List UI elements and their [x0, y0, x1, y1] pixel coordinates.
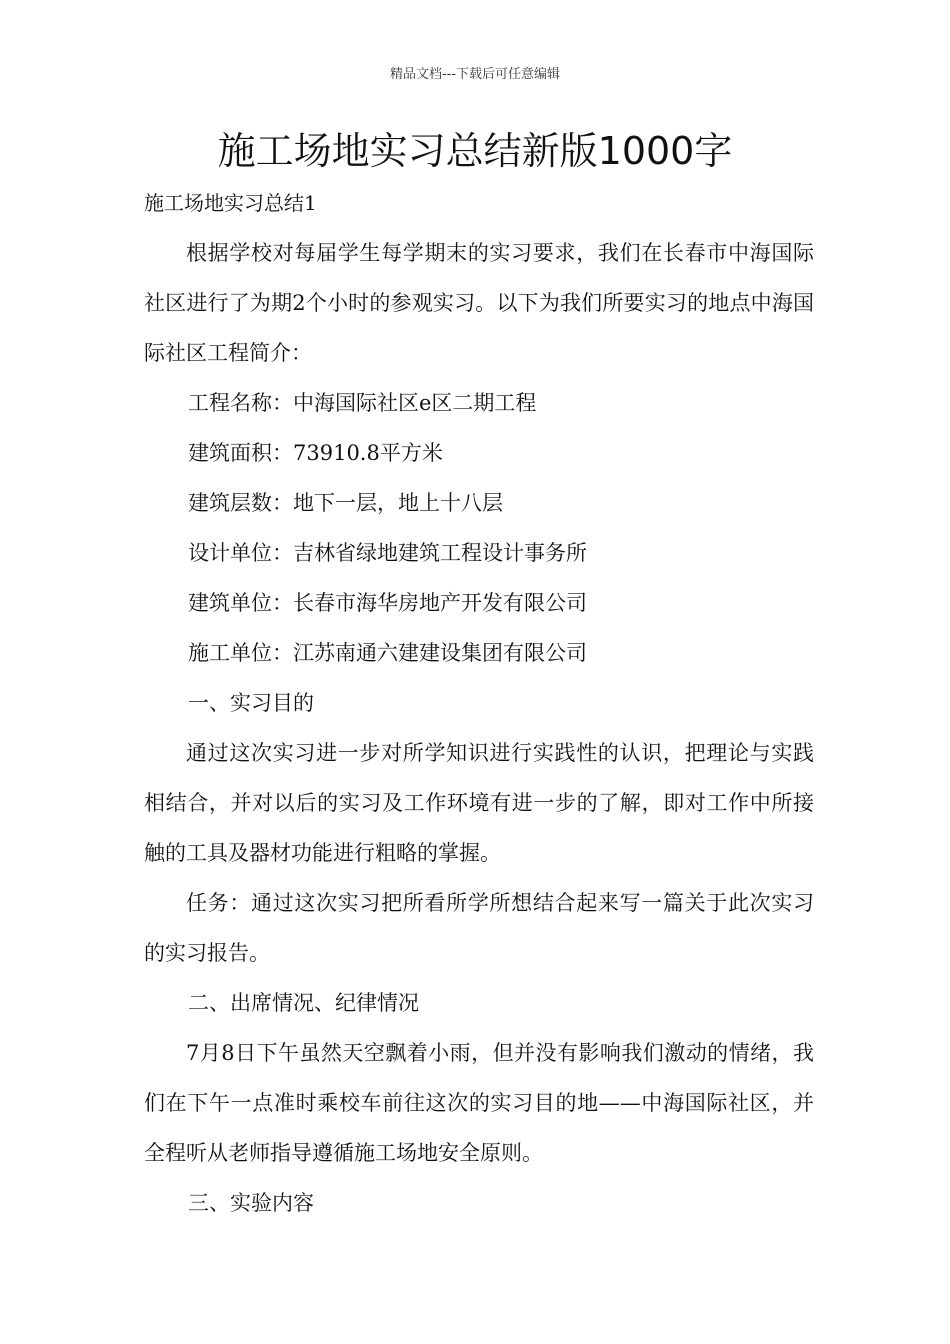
field-label: 工程名称：	[188, 391, 293, 415]
field-label: 建筑面积：	[188, 441, 293, 465]
field-label: 设计单位：	[188, 541, 293, 565]
field-value: 中海国际社区e区二期工程	[293, 391, 537, 415]
section-heading-attendance: 二、出席情况、纪律情况	[188, 991, 419, 1015]
field-value: 长春市海华房地产开发有限公司	[293, 591, 587, 615]
field-value: 地下一层，地上十八层	[293, 491, 503, 515]
attendance-paragraph: 7月8日下午虽然天空飘着小雨，但并没有影响我们激动的情绪，我们在下午一点准时乘校车前往这次的实习目的地——中海国际社区，并全程听从老师指导遵循施工场地安全原则。	[144, 1041, 814, 1165]
purpose-paragraph: 通过这次实习进一步对所学知识进行实践性的认识，把理论与实践相结合，并对以后的实习及工作环境有进一步的了解，即对工作中所接触的工具及器材功能进行粗略的掌握。	[144, 741, 814, 865]
field-value: 江苏南通六建建设集团有限公司	[293, 641, 587, 665]
project-field-builder	[144, 578, 814, 628]
field-label: 建筑层数：	[188, 491, 293, 515]
field-label: 建筑单位：	[188, 591, 293, 615]
section-heading-purpose: 一、实习目的	[188, 691, 314, 715]
project-info-list	[144, 378, 814, 678]
header-note: 精品文档---下载后可任意编辑	[389, 67, 561, 82]
field-value: 吉林省绿地建筑工程设计事务所	[293, 541, 587, 565]
document-title: 施工场地实习总结新版1000字	[217, 129, 733, 173]
intro-paragraph: 根据学校对每届学生每学期末的实习要求，我们在长春市中海国际社区进行了为期2个小时的参观实习。以下为我们所要实习的地点中海国际社区工程简介：	[144, 241, 814, 365]
section-heading-content: 三、实验内容	[188, 1191, 314, 1215]
project-field-designer	[144, 528, 814, 578]
project-field-name	[144, 378, 814, 428]
project-field-floors	[144, 478, 814, 528]
project-field-area	[144, 428, 814, 478]
project-field-contractor	[144, 628, 814, 678]
subtitle: 施工场地实习总结1	[144, 191, 317, 215]
field-value: 73910.8平方米	[293, 441, 443, 465]
field-label: 施工单位：	[188, 641, 293, 665]
document-body	[144, 178, 814, 1228]
task-paragraph: 任务：通过这次实习把所看所学所想结合起来写一篇关于此次实习的实习报告。	[144, 891, 814, 965]
